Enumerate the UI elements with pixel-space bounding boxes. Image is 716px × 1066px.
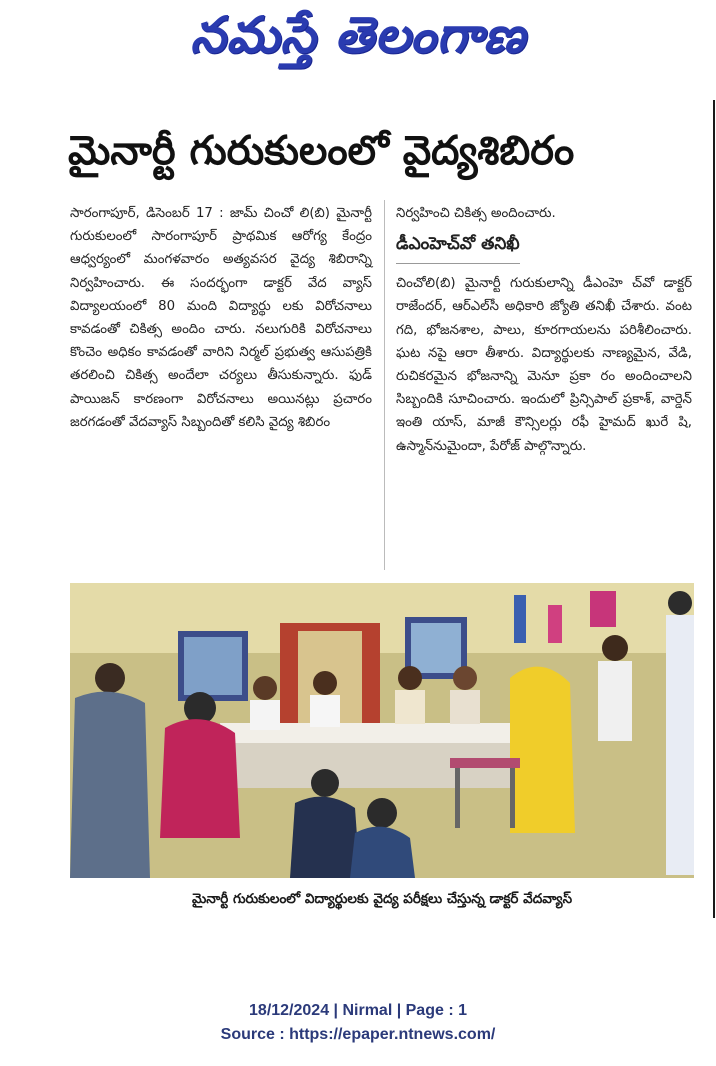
article-right-column xyxy=(396,202,692,458)
page-border xyxy=(713,100,715,918)
photo-caption: మైనార్టీ గురుకులంలో విద్యార్థులకు వైద్య పరీక్షలు చేస్తున్న డాక్టర్ వేదవ్యాస్ xyxy=(191,891,573,907)
masthead xyxy=(0,4,716,78)
article-paragraph-intro: నిర్వహించి చికిత్స అందించారు. xyxy=(396,206,556,221)
subheading: డీఎంహెచ్‌వో తనిఖీ xyxy=(396,227,520,264)
footer-source: Source : https://epaper.ntnews.com/ xyxy=(220,1026,496,1043)
news-photo xyxy=(70,583,694,878)
masthead-title: నమస్తే తెలంగాణ xyxy=(190,5,526,64)
footer-date-edition: 18/12/2024 | Nirmal | Page : 1 xyxy=(249,1002,467,1019)
article-paragraph: చించోలి(బి) మైనార్టీ గురుకులాన్ని డీఎంహె చ్‌వో డాక్టర్ రాజేందర్, ఆర్ఎల్‌సీ అధికారి జ్యోతి తనిఖీ చేశారు. వంట గది, భోజనశాల, పాలు, కూరగాయలను పరిశీలించారు. ఘట నపై ఆరా తీశారు. విద్యార్థులకు నాణ్యమైన, వేడి, రుచికరమైన భోజనాన్ని మెనూ ప్రకా రం అందించాలని సిబ్బందికి సూచించారు. ఇందులో ప్రిన్సిపాల్ ప్రకాశ్, వార్డెన్ ఇంతి యాస్, మాజీ కౌన్సిలర్లు రఫీ హైమద్ ఖురే షి, ఉస్మాన్‌నుమైందా, పేరోజ్ పాల్గొన్నారు. xyxy=(396,276,692,454)
article-left-column xyxy=(70,202,372,434)
photo-illustration xyxy=(70,583,694,878)
headline: మైనార్టీ గురుకులంలో వైద్యశిబిరం xyxy=(68,128,575,174)
column-divider xyxy=(384,200,385,570)
article-paragraph: సారంగాపూర్, డిసెంబర్ 17 : జామ్ చించో లి(బి) మైనార్టీ గురుకులంలో సారంగాపూర్ ప్రాథమిక ఆరోగ్య కేంద్రం ఆధ్వర్యంలో మంగళవారం అత్యవసర వైద్య శిబిరాన్ని నిర్వహించారు. ఈ సందర్భంగా డాక్టర్ వేద వ్యాస్ విద్యాలయంలో 80 మంది విద్యార్థు లకు విరోచనాలు కావడంతో చికిత్స అందిం చారు. నలుగురికి విరోచనాలు కొంచెం అధికం కావడంతో వారిని నిర్మల్ ప్రభుత్వ ఆసుపత్రికి తరలించి చికిత్స అందేలా చర్యలు తీసుకున్నారు. ఫుడ్ పాయిజన్ కారణంగా విరోచనాలు అయినట్లు ప్రచారం జరగడంతో వేదవ్యాస్ సిబ్బందితో కలిసి వైద్య శిబిరం xyxy=(70,206,372,430)
